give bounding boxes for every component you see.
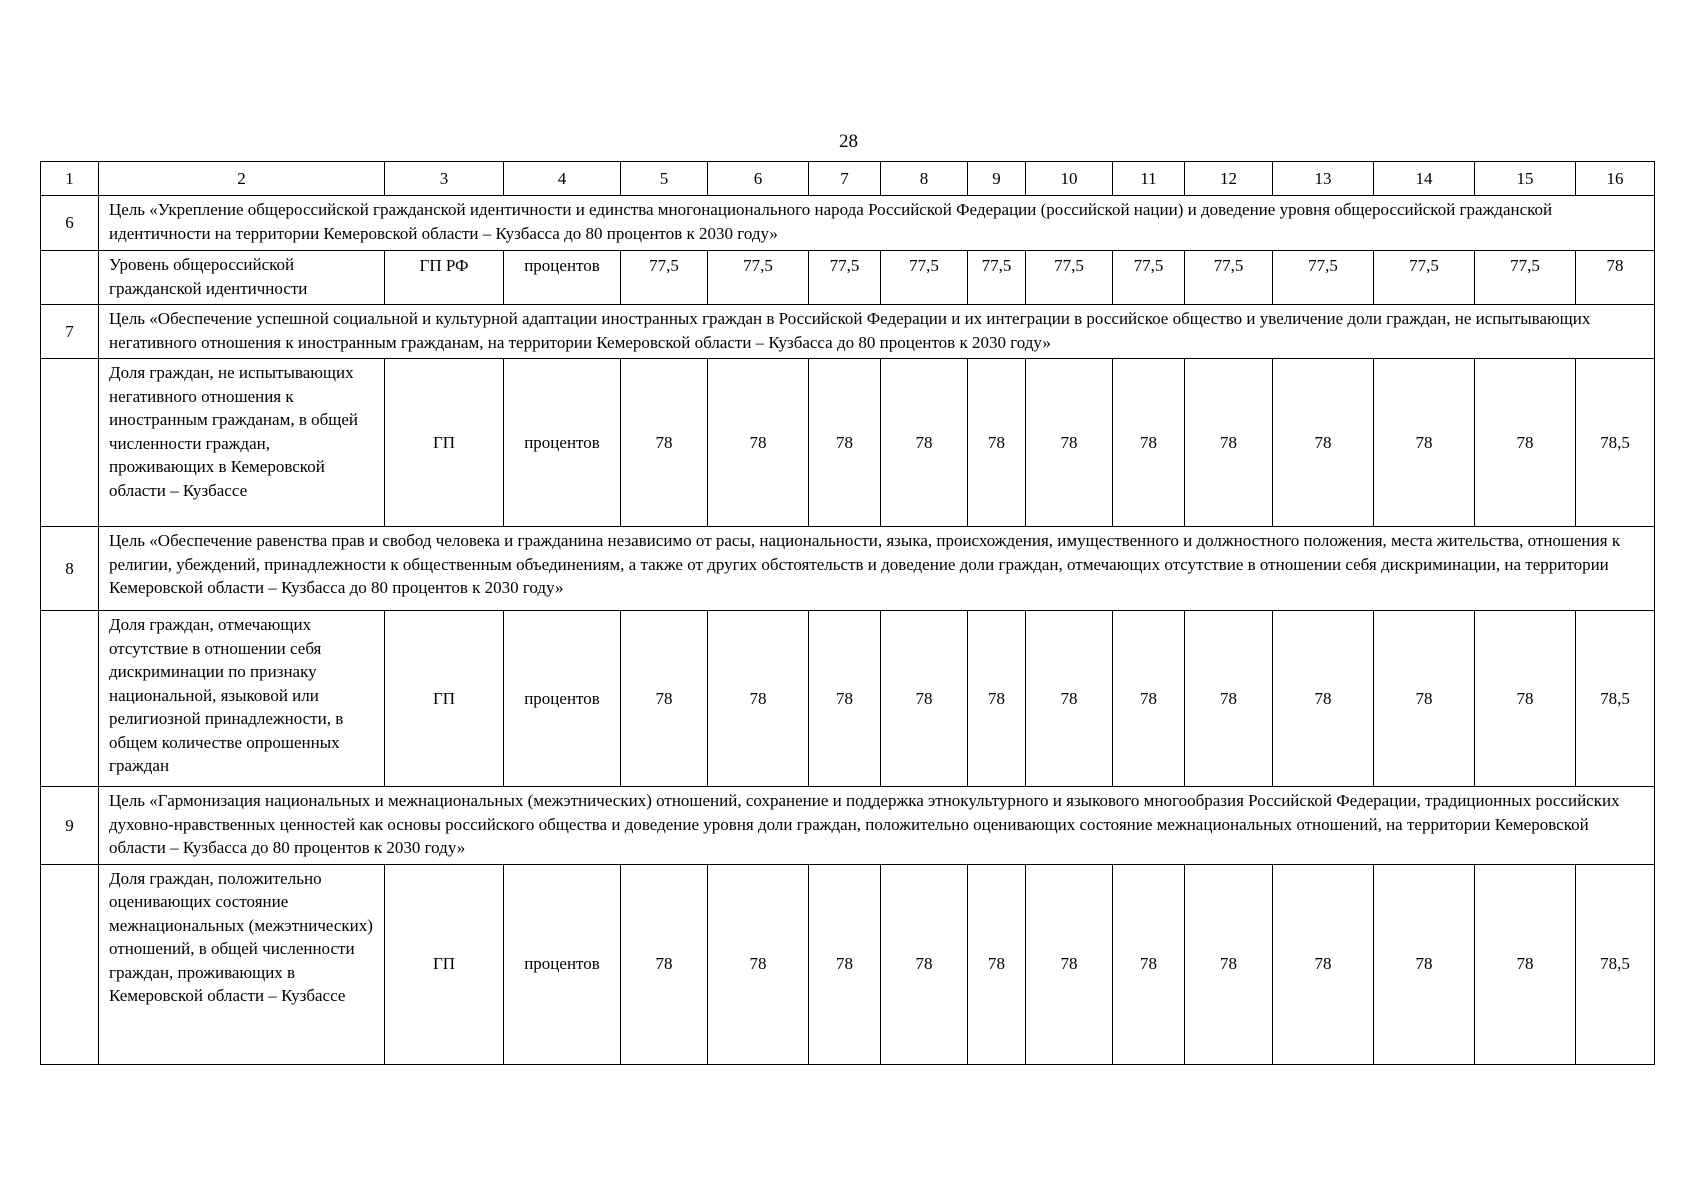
column-number: 3 [385,162,504,196]
indicator-value: 78 [809,359,881,527]
indicator-value: 77,5 [1374,251,1475,305]
goal-text: Цель «Гармонизация национальных и межнациональных (межэтнических) отношений, сохранение и поддержка этнокультурного и языкового многообразия Российской Федерации, традиционных российских духовно-нравственных ценностей как основы российского общества и доведение уровня доли граждан, положительно оценивающих состояние межнациональных отношений, на территории Кемеровской области – Кузбасса до 80 процентов к 2030 году» [99,787,1655,865]
indicator-value: 78 [1273,864,1374,1064]
column-number: 16 [1576,162,1655,196]
indicator-value: 78 [1374,359,1475,527]
indicator-source: ГП РФ [385,251,504,305]
indicator-value: 77,5 [809,251,881,305]
column-number: 4 [504,162,621,196]
indicator-value: 78,5 [1576,359,1655,527]
indicator-value: 78 [1113,864,1185,1064]
indicator-number-cell [41,611,99,787]
indicator-value: 78 [881,864,968,1064]
indicator-row [41,359,1655,527]
indicator-value: 78 [1026,864,1113,1064]
column-number-row [41,162,1655,196]
column-number: 15 [1475,162,1576,196]
column-number: 11 [1113,162,1185,196]
indicator-row [41,611,1655,787]
indicator-value: 78 [1113,611,1185,787]
indicator-value: 78 [621,864,708,1064]
goal-number: 8 [41,527,99,611]
goal-row [41,787,1655,865]
indicator-value: 78 [881,359,968,527]
indicator-value: 78,5 [1576,864,1655,1064]
indicator-value: 78 [621,359,708,527]
indicator-number-cell [41,359,99,527]
goal-number: 9 [41,787,99,865]
indicator-name: Доля граждан, не испытывающих негативного отношения к иностранным гражданам, в общей численности граждан, проживающих в Кемеровской области – Кузбассе [99,359,385,527]
column-number: 5 [621,162,708,196]
column-number: 12 [1185,162,1273,196]
indicator-value: 78 [1273,359,1374,527]
indicator-row [41,251,1655,305]
indicator-value: 78 [1113,359,1185,527]
goal-text: Цель «Укрепление общероссийской гражданской идентичности и единства многонационального народа Российской Федерации (российской нации) и доведение уровня общероссийской гражданской идентичности на территории Кемеровской области – Кузбасса до 80 процентов к 2030 году» [99,196,1655,251]
page-number: 28 [839,131,858,152]
goal-text: Цель «Обеспечение успешной социальной и культурной адаптации иностранных граждан в Российской Федерации и их интеграции в российское общество и увеличение доли граждан, не испытывающих негативного отношения к иностранным гражданам, на территории Кемеровской области – Кузбасса до 80 процентов к 2030 году» [99,305,1655,359]
indicator-value: 78 [1185,359,1273,527]
indicator-value: 77,5 [708,251,809,305]
goal-row [41,305,1655,359]
indicator-number-cell [41,864,99,1064]
column-number: 10 [1026,162,1113,196]
column-number: 1 [41,162,99,196]
goal-row [41,196,1655,251]
goal-text: Цель «Обеспечение равенства прав и свобод человека и гражданина независимо от расы, национальности, языка, происхождения, имущественного и должностного положения, места жительства, отношения к религии, убеждений, принадлежности к общественным объединениям, а также от других обстоятельств и доведение доли граждан, отмечающих отсутствие в отношении себя дискриминации, на территории Кемеровской области – Кузбасса до 80 процентов к 2030 году» [99,527,1655,611]
indicator-value: 78 [1185,864,1273,1064]
indicator-value: 78 [1273,611,1374,787]
indicator-value: 78 [1475,359,1576,527]
indicator-number-cell [41,251,99,305]
indicator-value: 78 [1475,864,1576,1064]
indicator-value: 78 [809,864,881,1064]
indicator-source: ГП [385,359,504,527]
indicator-value: 78 [1026,359,1113,527]
indicator-unit: процентов [504,611,621,787]
indicator-value: 78 [1374,611,1475,787]
indicator-value: 78 [1374,864,1475,1064]
indicator-source: ГП [385,611,504,787]
column-number: 13 [1273,162,1374,196]
indicator-name: Доля граждан, отмечающих отсутствие в отношении себя дискриминации по признаку национальной, языковой или религиозной принадлежности, в общем количестве опрошенных граждан [99,611,385,787]
column-number: 2 [99,162,385,196]
indicator-value: 78 [968,611,1026,787]
indicator-value: 78 [1576,251,1655,305]
indicator-value: 78 [708,864,809,1064]
indicator-value: 78 [809,611,881,787]
indicator-name: Уровень общероссийской гражданской идентичности [99,251,385,305]
indicator-value: 77,5 [1113,251,1185,305]
indicator-value: 77,5 [881,251,968,305]
indicator-row [41,864,1655,1064]
indicator-value: 78 [1185,611,1273,787]
column-number: 8 [881,162,968,196]
indicator-value: 78 [968,864,1026,1064]
indicator-value: 78 [708,359,809,527]
indicator-value: 78 [708,611,809,787]
column-number: 9 [968,162,1026,196]
column-number: 6 [708,162,809,196]
goal-row [41,527,1655,611]
indicator-value: 78 [881,611,968,787]
indicator-value: 77,5 [621,251,708,305]
column-number: 14 [1374,162,1475,196]
indicator-value: 77,5 [1185,251,1273,305]
indicators-table [40,161,1655,1065]
indicator-source: ГП [385,864,504,1064]
indicator-value: 78 [1475,611,1576,787]
indicator-value: 78,5 [1576,611,1655,787]
indicator-value: 77,5 [1475,251,1576,305]
indicator-value: 77,5 [1273,251,1374,305]
indicator-name: Доля граждан, положительно оценивающих состояние межнациональных (межэтнических) отношений, в общей численности граждан, проживающих в Кемеровской области – Кузбассе [99,864,385,1064]
indicator-unit: процентов [504,251,621,305]
column-number: 7 [809,162,881,196]
indicator-value: 77,5 [1026,251,1113,305]
indicator-unit: процентов [504,864,621,1064]
indicator-value: 77,5 [968,251,1026,305]
indicator-unit: процентов [504,359,621,527]
indicator-value: 78 [1026,611,1113,787]
goal-number: 7 [41,305,99,359]
indicator-value: 78 [621,611,708,787]
indicator-value: 78 [968,359,1026,527]
goal-number: 6 [41,196,99,251]
